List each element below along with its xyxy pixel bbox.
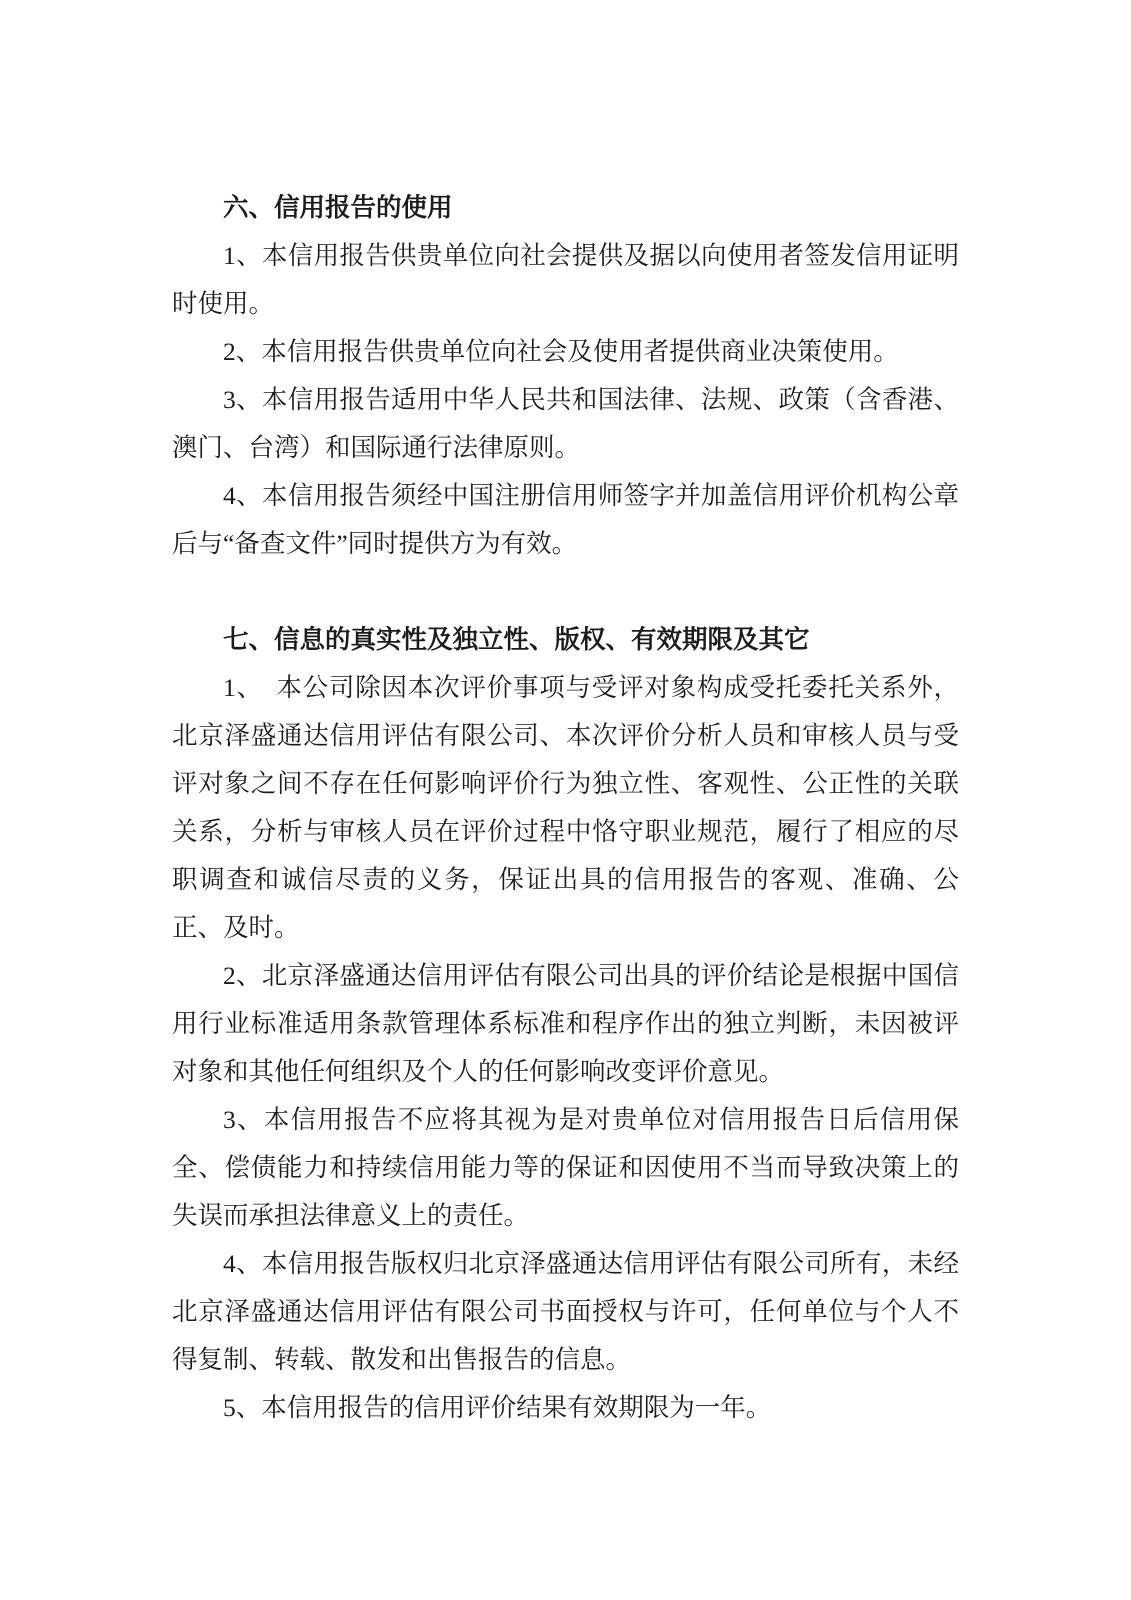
section-credit-report-usage	[172, 184, 959, 568]
paragraph: 5、本信用报告的信用评价结果有效期限为一年。	[223, 1393, 772, 1422]
paragraph: 4、本信用报告须经中国注册信用师签字并加盖信用评价机构公章后与“备查文件”同时提供方为有效。	[172, 481, 959, 558]
paragraph: 1、本信用报告供贵单位向社会提供及据以向使用者签发信用证明时使用。	[172, 241, 959, 318]
paragraph: 2、北京泽盛通达信用评估有限公司出具的评价结论是根据中国信用行业标准适用条款管理体系标准和程序作出的独立判断，未因被评对象和其他任何组织及个人的任何影响改变评价意见。	[172, 961, 959, 1086]
paragraph: 3、本信用报告不应将其视为是对贵单位对信用报告日后信用保全、偿债能力和持续信用能力等的保证和因使用不当而导致决策上的失误而承担法律意义上的责任。	[172, 1105, 959, 1230]
paragraph: 2、本信用报告供贵单位向社会及使用者提供商业决策使用。	[223, 337, 899, 366]
paragraph: 1、 本公司除因本次评价事项与受评对象构成受托委托关系外，北京泽盛通达信用评估有限公司、本次评价分析人员和审核人员与受评对象之间不存在任何影响评价行为独立性、客观性、公正性的关联关系，分析与审核人员在评价过程中恪守职业规范，履行了相应的尽职调查和诚信尽责的义务，保证出具的信用报告的客观、准确、公正、及时。	[172, 673, 959, 942]
paragraph: 4、本信用报告版权归北京泽盛通达信用评估有限公司所有，未经北京泽盛通达信用评估有限公司书面授权与许可，任何单位与个人不得复制、转载、散发和出售报告的信息。	[172, 1249, 959, 1374]
section-seven-heading: 七、信息的真实性及独立性、版权、有效期限及其它	[223, 625, 810, 654]
paragraph: 3、本信用报告适用中华人民共和国法律、法规、政策（含香港、澳门、台湾）和国际通行法律原则。	[172, 385, 959, 462]
section-six-heading: 六、信用报告的使用	[223, 193, 453, 222]
section-information-authenticity	[172, 616, 959, 1432]
page-content	[172, 184, 959, 1432]
